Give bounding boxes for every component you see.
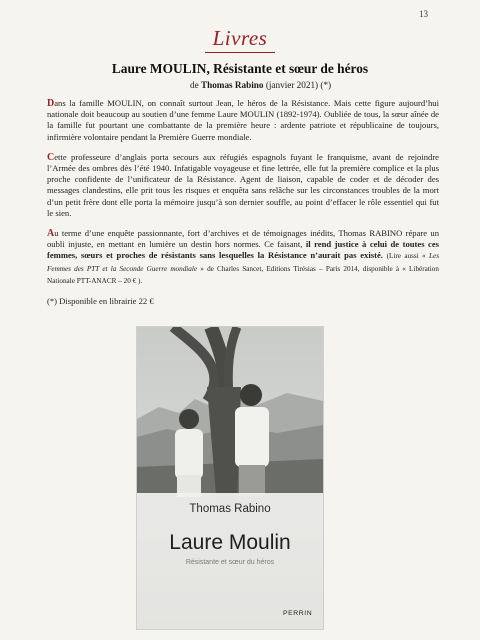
paragraph-2 — [47, 152, 439, 219]
paragraph-emphasis: il rend justice à celui de toutes ces femmes, sœurs et proches de résistants sans lesquelles la Résistance n’aurait pas existé. — [47, 239, 440, 261]
cover-publisher-logo: PERRIN — [283, 610, 313, 617]
section-title: Livres — [212, 26, 268, 50]
article-title: Laure MOULIN, Résistante et sœur de héros — [111, 61, 369, 76]
paragraph-text: ette professeure d’anglais porta secours aux réfugiés espagnols fuyant le franquisme, avant de rejoindre l’Armée des ombres dès l’été 1940. Infatigable voyageuse et fine lettrée, elle fut la première complice et la plus proche confidente de l’unificateur de la Résistance. Agent de liaison, capable de coder et de décoder des messages clandestins, elle prit tous les risques et enquêta sans relâche sur les circonstances troubles de la mort d’un petit frère dont elle porta la mémoire jusqu’à son dernier souffle, au point d’effacer le rôle essentiel qui fut le sien. — [47, 151, 439, 218]
paragraph-1 — [47, 98, 439, 143]
section-title-underline — [205, 52, 275, 53]
availability-note: (*) Disponible en librairie 22 € — [47, 296, 154, 307]
paragraph-text: ans la famille MOULIN, on connaît surtout Jean, le héros de la Résistance. Mais cette figure aujourd’hui nationale doit beaucoup au soutien d’une femme Laure MOULIN (1892-1974). Oubliée de tous, la sœur aînée de la famille fut pourtant une combattante de la première heure : ardente patriote et républicaine de toujours, infirmière volontaire pendant la Première Guerre mondiale. — [47, 98, 439, 142]
reading-note-end: » de Charles Sancet, Editions Tirésias – Paris 2014, disponible à « Libération Nationale PTT-ANACR – 20 € ). — [47, 264, 439, 285]
reading-note-start: (Lire aussi « — [386, 252, 429, 261]
cover-subtitle: Résistante et sœur du héros — [185, 559, 275, 566]
cover-author: Thomas Rabino — [189, 503, 271, 515]
byline-date: (janvier 2021) (*) — [265, 80, 332, 90]
cover-title: Laure Moulin — [169, 531, 291, 554]
byline — [190, 80, 331, 90]
article-body — [47, 98, 439, 311]
paragraph-text: u terme d’une enquête passionnante, fort d’archives et de témoignages inédits, Thomas RABINO répare un oubli injuste, en mettant en lumière un destin hors normes. Ce faisant, — [47, 228, 439, 250]
page-number: 13 — [419, 9, 428, 19]
drop-letter: C — [47, 151, 55, 163]
drop-letter: A — [47, 228, 55, 240]
paragraph-3 — [47, 228, 439, 287]
drop-letter: D — [47, 98, 55, 109]
reading-note-book-title: Les Femmes des PTT et la Seconde Guerre mondiale — [47, 252, 439, 273]
byline-author: Thomas Rabino — [200, 80, 264, 90]
book-cover — [137, 327, 323, 629]
byline-prefix: de — [190, 80, 199, 90]
